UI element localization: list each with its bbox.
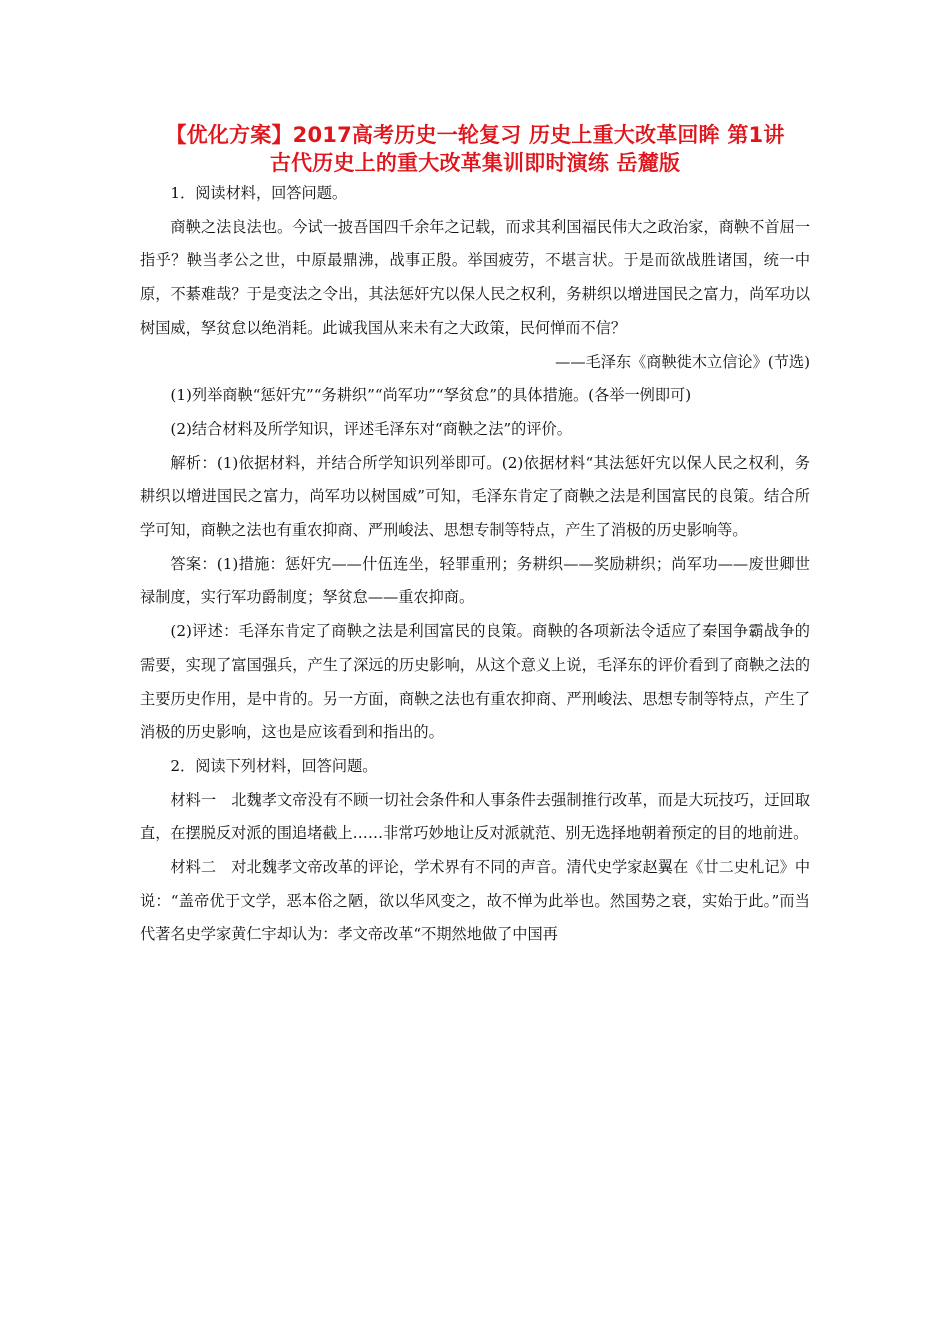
document-body: [140, 177, 810, 952]
sub-question-1: (1)列举商鞅“惩奸宄”“务耕织”“尚军功”“孥贫怠”的具体措施。(各举一例即可): [170, 386, 692, 405]
analysis-paragraph: 解析：(1)依据材料，并结合所学知识列举即可。(2)依据材料“其法惩奸宄以保人民之权利，务耕织以增进国民之富力，尚军功以树国威”可知，毛泽东肯定了商鞅之法是利国富民的良策。结合所学可知，商鞅之法也有重农抑商、严刑峻法、思想专制等特点，产生了消极的历史影响等。: [140, 453, 810, 540]
title-line-1: 【优化方案】2017高考历史一轮复习 历史上重大改革回眸 第1讲: [165, 123, 785, 147]
source-citation: ——毛泽东《商鞅徙木立信论》(节选): [555, 352, 810, 371]
question-1-heading: 1．阅读材料，回答问题。: [170, 184, 348, 202]
answer-paragraph-1: 答案：(1)措施：惩奸宄——什伍连坐，轻罪重刑；务耕织——奖励耕织；尚军功——废世卿世禄制度，实行军功爵制度；孥贫怠——重农抑商。: [140, 554, 810, 607]
question-2-heading: 2．阅读下列材料，回答问题。: [170, 756, 378, 775]
document-title: [140, 121, 810, 177]
material-paragraph: 商鞅之法良法也。今试一披吾国四千余年之记载，而求其利国福民伟大之政治家，商鞅不首屈一指乎？鞅当孝公之世，中原最鼎沸，战事正殷。举国疲劳，不堪言状。于是而欲战胜诸国，统一中原，不綦难哉？于是变法之令出，其法惩奸宄以保人民之权利，务耕织以增进国民之富力，尚军功以树国威，孥贫怠以绝消耗。此诚我国从来未有之大政策，民何惮而不信？: [140, 217, 810, 337]
material-one-paragraph: 材料一 北魏孝文帝没有不顾一切社会条件和人事条件去强制推行改革，而是大玩技巧，迂回取直，在摆脱反对派的围追堵截上……非常巧妙地让反对派就范、别无选择地朝着预定的目的地前进。: [140, 790, 810, 843]
answer-paragraph-2: (2)评述：毛泽东肯定了商鞅之法是利国富民的良策。商鞅的各项新法令适应了秦国争霸战争的需要，实现了富国强兵，产生了深远的历史影响，从这个意义上说，毛泽东的评价看到了商鞅之法的主要历史作用，是中肯的。另一方面，商鞅之法也有重农抑商、严刑峻法、思想专制等特点，产生了消极的历史影响，这也是应该看到和指出的。: [140, 622, 810, 742]
sub-question-2: (2)结合材料及所学知识，评述毛泽东对“商鞅之法”的评价。: [170, 419, 572, 438]
title-line-2: 古代历史上的重大改革集训即时演练 岳麓版: [269, 151, 681, 175]
material-two-paragraph: 材料二 对北魏孝文帝改革的评论，学术界有不同的声音。清代史学家赵翼在《廿二史札记》中说：“盖帝优于文学，恶本俗之陋，欲以华风变之，故不惮为此举也。然国势之衰，实始于此。”而当代著名史学家黄仁宇却认为：孝文帝改革“不期然地做了中国再: [140, 858, 810, 944]
